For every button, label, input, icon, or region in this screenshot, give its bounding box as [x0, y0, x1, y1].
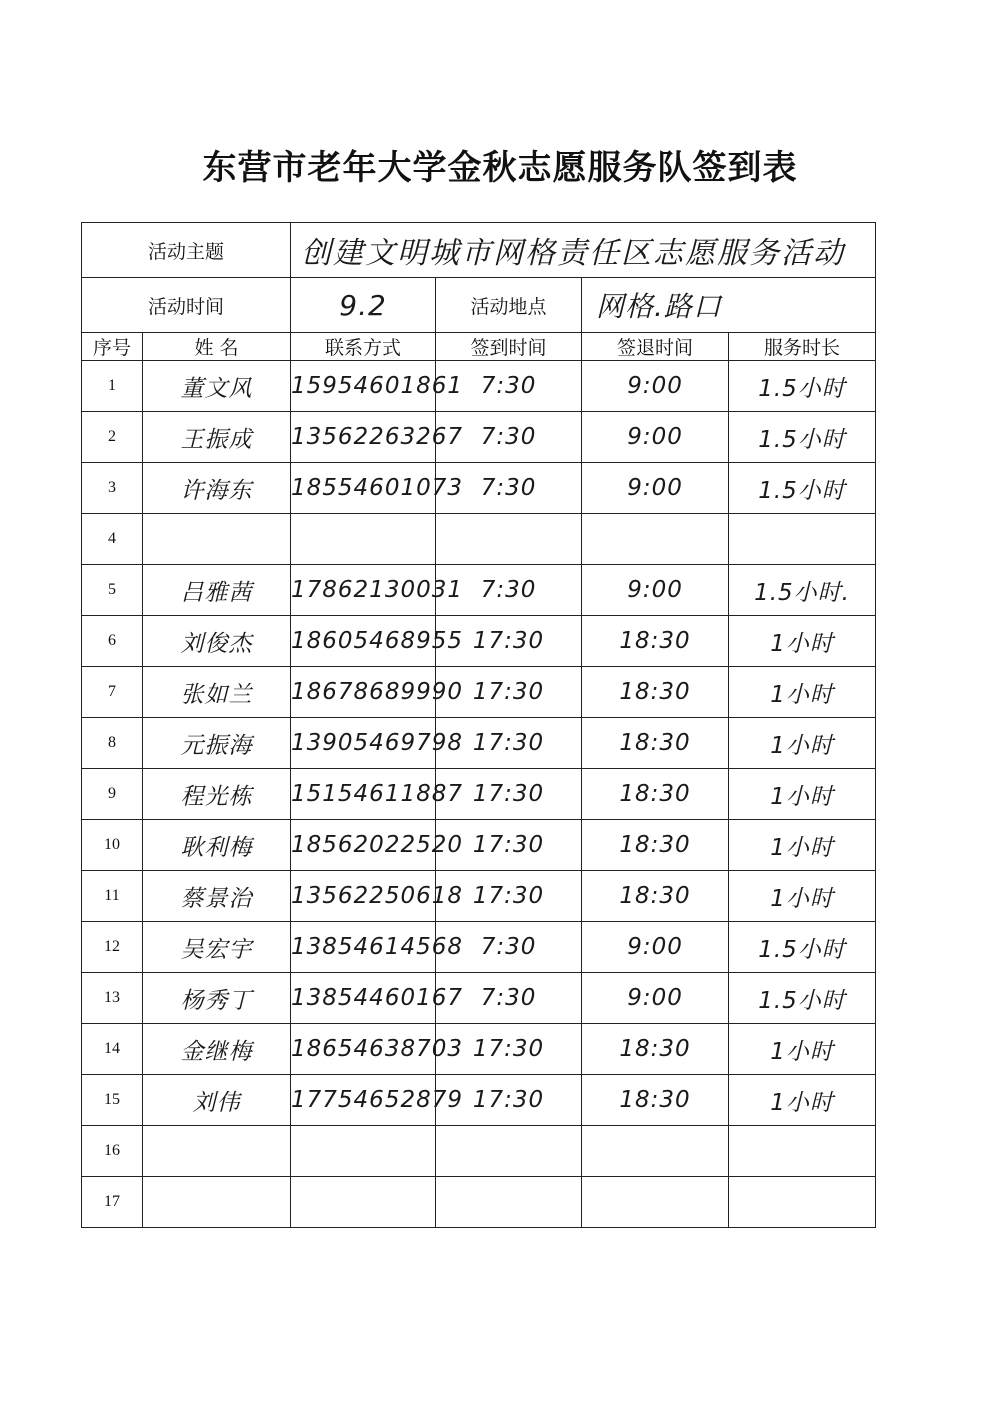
service-duration[interactable]: 1小时: [729, 667, 876, 718]
volunteer-name[interactable]: 吴宏宇: [143, 922, 291, 973]
sign-out-time[interactable]: 18:30: [582, 769, 729, 820]
volunteer-name[interactable]: 张如兰: [143, 667, 291, 718]
sign-in-time[interactable]: 17:30: [436, 616, 582, 667]
header-sign-in-time: 签到时间: [436, 333, 582, 361]
service-duration[interactable]: [729, 1177, 876, 1228]
service-duration[interactable]: [729, 1126, 876, 1177]
row-index: 15: [82, 1075, 143, 1126]
time-value[interactable]: 9.2: [291, 278, 436, 333]
phone-number[interactable]: [291, 1126, 436, 1177]
service-duration[interactable]: 1.5小时: [729, 463, 876, 514]
sign-out-time[interactable]: 9:00: [582, 973, 729, 1024]
row-index: 12: [82, 922, 143, 973]
sign-in-table: [81, 222, 876, 1228]
phone-number[interactable]: 18678689990: [291, 667, 436, 718]
phone-number[interactable]: 13562263267: [291, 412, 436, 463]
volunteer-name[interactable]: 吕雅茜: [143, 565, 291, 616]
row-index: 2: [82, 412, 143, 463]
sign-out-time[interactable]: 18:30: [582, 1075, 729, 1126]
phone-number[interactable]: 17754652879: [291, 1075, 436, 1126]
volunteer-name[interactable]: 元振海: [143, 718, 291, 769]
sign-out-time[interactable]: [582, 1126, 729, 1177]
sign-out-time[interactable]: 9:00: [582, 361, 729, 412]
row-index: 3: [82, 463, 143, 514]
sign-in-time[interactable]: 7:30: [436, 973, 582, 1024]
table-row: [82, 1177, 876, 1228]
service-duration[interactable]: 1小时: [729, 769, 876, 820]
row-index: 4: [82, 514, 143, 565]
service-duration[interactable]: 1小时: [729, 871, 876, 922]
sign-in-time[interactable]: 17:30: [436, 718, 582, 769]
form-title: 东营市老年大学金秋志愿服务队签到表: [202, 148, 798, 188]
header-index: 序号: [82, 333, 143, 361]
volunteer-name[interactable]: 刘伟: [143, 1075, 291, 1126]
sign-out-time[interactable]: 9:00: [582, 412, 729, 463]
sign-in-time[interactable]: 17:30: [436, 667, 582, 718]
row-index: 10: [82, 820, 143, 871]
volunteer-name[interactable]: 杨秀丁: [143, 973, 291, 1024]
table-row: [82, 871, 876, 922]
sign-out-time[interactable]: 18:30: [582, 667, 729, 718]
volunteer-name[interactable]: 董文风: [143, 361, 291, 412]
phone-number[interactable]: 18562022520: [291, 820, 436, 871]
phone-number[interactable]: 15954601861: [291, 361, 436, 412]
service-duration[interactable]: 1小时: [729, 1024, 876, 1075]
service-duration[interactable]: 1.5小时.: [729, 565, 876, 616]
sign-out-time[interactable]: 18:30: [582, 616, 729, 667]
sign-in-time[interactable]: 17:30: [436, 1024, 582, 1075]
table-row: [82, 616, 876, 667]
sign-in-time[interactable]: 7:30: [436, 412, 582, 463]
sign-out-time[interactable]: [582, 1177, 729, 1228]
row-index: 9: [82, 769, 143, 820]
sign-in-time[interactable]: 7:30: [436, 565, 582, 616]
volunteer-name[interactable]: 金继梅: [143, 1024, 291, 1075]
header-duration: 服务时长: [729, 333, 876, 361]
table-row: [82, 667, 876, 718]
row-index: 13: [82, 973, 143, 1024]
volunteer-name[interactable]: 刘俊杰: [143, 616, 291, 667]
table-row: [82, 412, 876, 463]
sign-in-time[interactable]: [436, 1177, 582, 1228]
phone-number[interactable]: [291, 514, 436, 565]
sign-in-time[interactable]: 7:30: [436, 922, 582, 973]
place-label: 活动地点: [436, 278, 582, 333]
row-index: 11: [82, 871, 143, 922]
service-duration[interactable]: 1小时: [729, 718, 876, 769]
sign-out-time[interactable]: 18:30: [582, 871, 729, 922]
table-row: [82, 1024, 876, 1075]
sign-out-time[interactable]: 9:00: [582, 922, 729, 973]
row-index: 6: [82, 616, 143, 667]
service-duration[interactable]: 1.5小时: [729, 361, 876, 412]
table-row: [82, 514, 876, 565]
table-row: [82, 361, 876, 412]
table-row: [82, 718, 876, 769]
table-row: [82, 463, 876, 514]
header-name: 姓 名: [143, 333, 291, 361]
sign-out-time[interactable]: 9:00: [582, 463, 729, 514]
row-index: 17: [82, 1177, 143, 1228]
table-row: [82, 1126, 876, 1177]
table-row: [82, 973, 876, 1024]
theme-label: 活动主题: [82, 223, 291, 278]
sign-in-time[interactable]: 7:30: [436, 361, 582, 412]
row-index: 5: [82, 565, 143, 616]
activity-time-row: [82, 278, 876, 333]
place-value[interactable]: 网格.路口: [582, 278, 876, 333]
table-row: [82, 820, 876, 871]
table-row: [82, 1075, 876, 1126]
sign-in-time[interactable]: [436, 514, 582, 565]
phone-number[interactable]: 18605468955: [291, 616, 436, 667]
header-phone: 联系方式: [291, 333, 436, 361]
header-sign-out-time: 签退时间: [582, 333, 729, 361]
row-index: 14: [82, 1024, 143, 1075]
activity-theme-row: [82, 223, 876, 278]
phone-number[interactable]: [291, 1177, 436, 1228]
phone-number[interactable]: 13854460167: [291, 973, 436, 1024]
phone-number[interactable]: 18554601073: [291, 463, 436, 514]
service-duration[interactable]: 1.5小时: [729, 973, 876, 1024]
service-duration[interactable]: [729, 514, 876, 565]
phone-number[interactable]: 13905469798: [291, 718, 436, 769]
sign-out-time[interactable]: [582, 514, 729, 565]
service-duration[interactable]: 1小时: [729, 616, 876, 667]
volunteer-name[interactable]: 程光栋: [143, 769, 291, 820]
volunteer-name[interactable]: 耿利梅: [143, 820, 291, 871]
sign-in-time[interactable]: 17:30: [436, 1075, 582, 1126]
time-label: 活动时间: [82, 278, 291, 333]
phone-number[interactable]: 15154611887: [291, 769, 436, 820]
table-row: [82, 922, 876, 973]
sign-out-time[interactable]: 9:00: [582, 565, 729, 616]
volunteer-name[interactable]: 王振成: [143, 412, 291, 463]
row-index: 8: [82, 718, 143, 769]
row-index: 16: [82, 1126, 143, 1177]
volunteer-name[interactable]: [143, 514, 291, 565]
volunteer-name[interactable]: [143, 1177, 291, 1228]
row-index: 7: [82, 667, 143, 718]
service-duration[interactable]: 1.5小时: [729, 412, 876, 463]
service-duration[interactable]: 1.5小时: [729, 922, 876, 973]
table-row: [82, 565, 876, 616]
service-duration[interactable]: 1小时: [729, 820, 876, 871]
sign-in-time[interactable]: 7:30: [436, 463, 582, 514]
sign-in-time[interactable]: [436, 1126, 582, 1177]
phone-number[interactable]: 13854614568: [291, 922, 436, 973]
service-duration[interactable]: 1小时: [729, 1075, 876, 1126]
volunteer-name[interactable]: [143, 1126, 291, 1177]
sign-out-time[interactable]: 18:30: [582, 820, 729, 871]
sign-in-time[interactable]: 17:30: [436, 769, 582, 820]
phone-number[interactable]: 13562250618: [291, 871, 436, 922]
theme-value[interactable]: 创建文明城市网格责任区志愿服务活动: [291, 223, 876, 278]
phone-number[interactable]: 17862130031: [291, 565, 436, 616]
row-index: 1: [82, 361, 143, 412]
table-row: [82, 769, 876, 820]
sign-out-time[interactable]: 18:30: [582, 718, 729, 769]
sign-in-time[interactable]: 17:30: [436, 871, 582, 922]
volunteer-name[interactable]: 蔡景治: [143, 871, 291, 922]
sign-out-time[interactable]: 18:30: [582, 1024, 729, 1075]
phone-number[interactable]: 18654638703: [291, 1024, 436, 1075]
column-header-row: [82, 333, 876, 361]
sign-in-time[interactable]: 17:30: [436, 820, 582, 871]
volunteer-name[interactable]: 许海东: [143, 463, 291, 514]
